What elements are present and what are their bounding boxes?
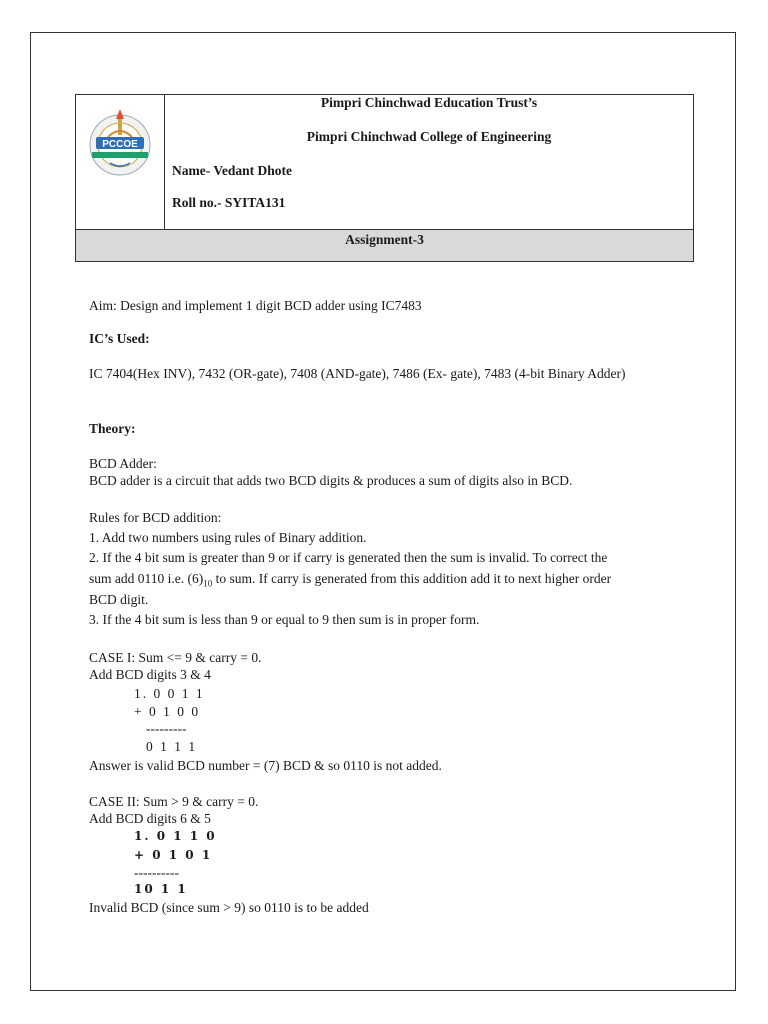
case-2-add: Add BCD digits 6 & 5 xyxy=(89,811,211,826)
case-1-divider: --------- xyxy=(146,721,187,736)
college-logo xyxy=(86,107,154,179)
header-info xyxy=(165,95,693,229)
college-name: Pimpri Chinchwad College of Engineering xyxy=(306,129,552,144)
case-1-answer: Answer is valid BCD number = (7) BCD & so 0110 is not added. xyxy=(89,758,442,773)
rule-2-line-1: 2. If the 4 bit sum is greater than 9 or if carry is generated then the sum is invalid. To correct the xyxy=(89,550,608,565)
ics-heading: IC’s Used: xyxy=(89,331,150,346)
trust-name: Pimpri Chinchwad Education Trust’s xyxy=(320,95,538,110)
rule-3: 3. If the 4 bit sum is less than 9 or equal to 9 then sum is in proper form. xyxy=(89,612,480,627)
bcd-adder-title: BCD Adder: xyxy=(89,456,157,471)
case-1-result: 0 1 1 1 xyxy=(146,739,198,754)
rules-title: Rules for BCD addition: xyxy=(89,510,222,525)
case-2-operand-b: + 0 1 0 1 xyxy=(134,848,213,862)
header-table xyxy=(75,94,694,262)
ics-text: IC 7404(Hex INV), 7432 (OR-gate), 7408 (AND-gate), 7486 (Ex- gate), 7483 (4-bit Binary Adder) xyxy=(89,366,626,381)
logo-cell xyxy=(76,95,165,229)
rule-1: 1. Add two numbers using rules of Binary addition. xyxy=(89,530,367,545)
aim: Aim: Design and implement 1 digit BCD adder using IC7483 xyxy=(89,298,422,313)
case-1-operand-b: + 0 1 0 0 xyxy=(134,704,201,719)
case-2-title: CASE II: Sum > 9 & carry = 0. xyxy=(89,794,259,809)
svg-text:PCCOE: PCCOE xyxy=(102,139,138,150)
rule-2-line-2: sum add 0110 i.e. $(6)_{10}$ to sum. If carry is generated from this addition add it to next higher order xyxy=(89,571,612,589)
bcd-adder-desc: BCD adder is a circuit that adds two BCD digits & produces a sum of digits also in BCD. xyxy=(89,473,573,488)
assignment-title: Assignment-3 xyxy=(76,229,693,261)
case-2-result: 10 1 1 xyxy=(134,882,188,896)
case-2-operand-a: 1. 0 1 1 0 xyxy=(134,829,217,843)
case-2-invalid: Invalid BCD (since sum > 9) so 0110 is to be added xyxy=(89,900,369,915)
roll-number: Roll no.- SYITA131 xyxy=(172,195,286,210)
case-1-operand-a: 1. 0 0 1 1 xyxy=(134,686,205,701)
case-2-divider: ---------- xyxy=(134,865,179,880)
theory-heading: Theory: xyxy=(89,421,136,436)
rule-2-line-3: BCD digit. xyxy=(89,592,149,607)
case-1-title: CASE I: Sum <= 9 & carry = 0. xyxy=(89,650,262,665)
student-name: Name- Vedant Dhote xyxy=(172,163,292,178)
case-1-add: Add BCD digits 3 & 4 xyxy=(89,667,211,682)
